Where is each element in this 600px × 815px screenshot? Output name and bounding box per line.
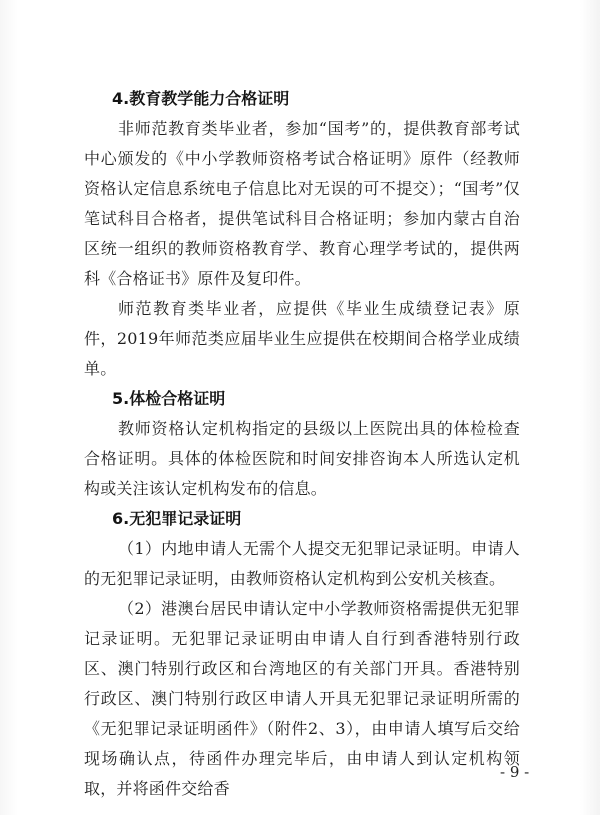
section-6 xyxy=(84,504,520,804)
paragraph: 非师范教育类毕业者，参加“国考”的，提供教育部考试中心颁发的《中小学教师资格考试合格证明》原件（经教师资格认定信息系统电子信息比对无误的可不提交）；“国考”仅笔试科目合格者，提供笔试科目合格证明；参加内蒙古自治区统一组织的教师资格教育学、教育心理学考试的，提供两科《合格证书》原件及复印件。 xyxy=(84,119,520,288)
section-5 xyxy=(84,384,520,504)
section-heading: 6.无犯罪记录证明 xyxy=(112,509,242,528)
section-heading: 4.教育教学能力合格证明 xyxy=(112,89,290,108)
paragraph: 教师资格认定机构指定的县级以上医院出具的体检检查合格证明。具体的体检医院和时间安排咨询本人所选认定机构或关注该认定机构发布的信息。 xyxy=(84,419,520,498)
section-4 xyxy=(84,84,520,384)
page-number: - 9 - xyxy=(500,763,530,781)
document-body xyxy=(84,84,520,804)
paragraph: 师范教育类毕业者，应提供《毕业生成绩登记表》原件，2019年师范类应届毕业生应提供在校期间合格学业成绩单。 xyxy=(84,299,520,378)
paragraph: （1）内地申请人无需个人提交无犯罪记录证明。申请人的无犯罪记录证明，由教师资格认定机构到公安机关核查。 xyxy=(84,539,520,588)
paragraph: （2）港澳台居民申请认定中小学教师资格需提供无犯罪记录证明。无犯罪记录证明由申请人自行到香港特别行政区、澳门特别行政区和台湾地区的有关部门开具。香港特别行政区、澳门特别行政区申请人开具无犯罪记录证明所需的《无犯罪记录证明函件》（附件2、3），由申请人填写后交给现场确认点，待函件办理完毕后，由申请人到认定机构领取，并将函件交给香 xyxy=(84,599,520,798)
section-heading: 5.体检合格证明 xyxy=(112,389,226,408)
